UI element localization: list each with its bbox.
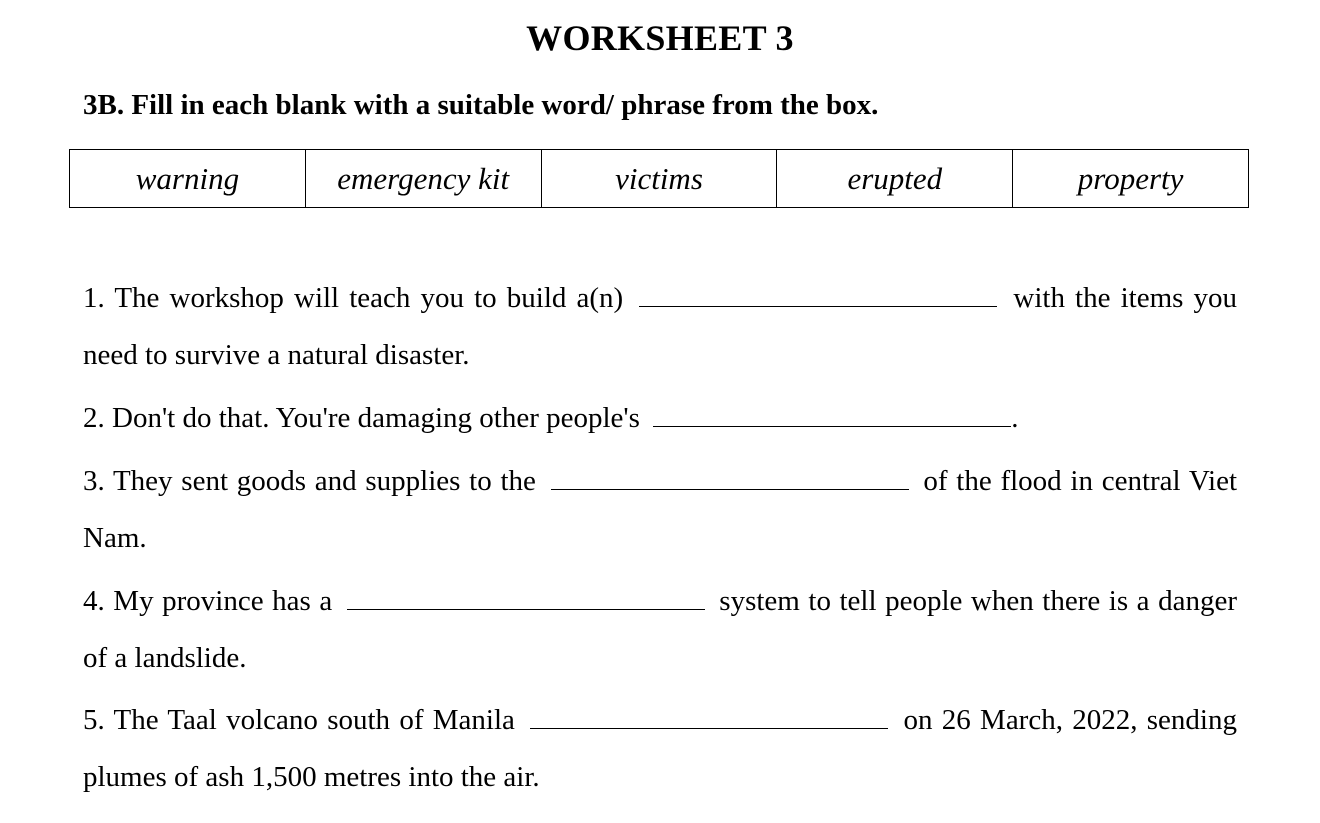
question-text-before: 1. The workshop will teach you to build a(n) bbox=[83, 282, 624, 314]
question-1 bbox=[83, 270, 1237, 384]
answer-blank[interactable] bbox=[653, 425, 1011, 427]
answer-blank[interactable] bbox=[639, 305, 997, 307]
answer-blank[interactable] bbox=[551, 488, 909, 490]
question-4 bbox=[83, 573, 1237, 687]
word-box bbox=[69, 149, 1249, 208]
word-box-item: emergency kit bbox=[305, 150, 541, 208]
question-text-after: on 26 March, 2022, sending plumes of ash 1,500 metres into the air. bbox=[83, 704, 1237, 793]
question-3 bbox=[83, 453, 1237, 567]
word-box-item: warning bbox=[70, 150, 306, 208]
answer-blank[interactable] bbox=[347, 608, 705, 610]
question-2 bbox=[83, 390, 1237, 447]
question-text-after: . bbox=[1011, 402, 1019, 434]
word-box-item: erupted bbox=[777, 150, 1013, 208]
question-text-after: of the flood in central Viet Nam. bbox=[83, 465, 1238, 554]
question-5 bbox=[83, 692, 1237, 806]
question-text-after: system to tell people when there is a danger of a landslide. bbox=[83, 585, 1237, 674]
question-text-after: with the items you need to survive a natural disaster. bbox=[83, 282, 1238, 371]
word-box-item: property bbox=[1013, 150, 1249, 208]
question-text-before: 5. The Taal volcano south of Manila bbox=[83, 704, 515, 736]
question-text-before: 2. Don't do that. You're damaging other people's bbox=[83, 402, 640, 434]
worksheet-title: WORKSHEET 3 bbox=[526, 18, 794, 58]
word-box-item: victims bbox=[541, 150, 777, 208]
instruction-heading: 3B. Fill in each blank with a suitable word/ phrase from the box. bbox=[83, 89, 879, 121]
answer-blank[interactable] bbox=[530, 727, 888, 729]
question-text-before: 4. My province has a bbox=[83, 585, 333, 617]
word-box-row bbox=[70, 150, 1249, 208]
question-text-before: 3. They sent goods and supplies to the bbox=[83, 465, 536, 497]
